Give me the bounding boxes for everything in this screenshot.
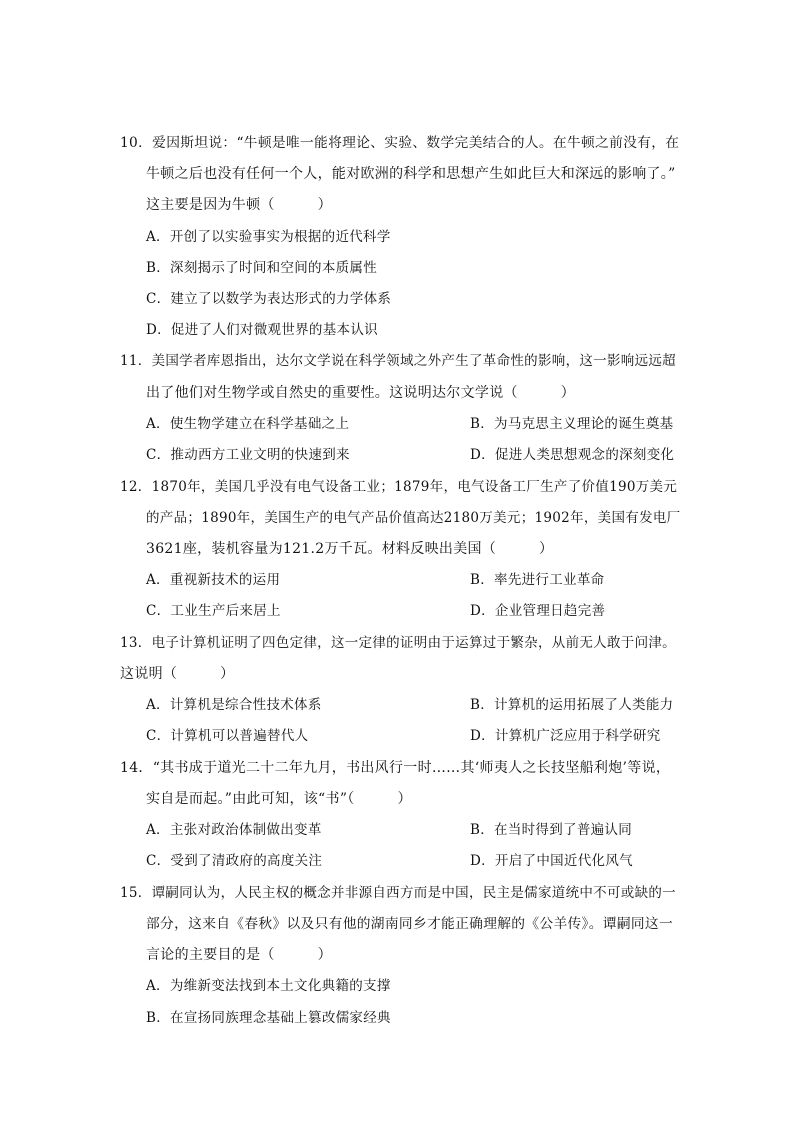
question-13-line-2: 这说明（ ）: [120, 666, 235, 682]
question-11-line-1: 11．美国学者库恩指出，达尔文学说在科学领域之外产生了革命性的影响，这一影响远远超: [120, 353, 676, 369]
question-13-option-d: D．计算机广泛应用于科学研究: [470, 728, 661, 744]
question-10-option-c: C．建立了以数学为表达形式的力学体系: [146, 291, 392, 307]
question-10-line-2: 牛顿之后也没有任何一个人，能对欧洲的科学和思想产生如此巨大和深远的影响了。”: [146, 166, 676, 182]
question-14-line-2: 实自是而起。”由此可知，该“书”（ ）: [146, 791, 412, 807]
question-12-option-a: A．重视新技术的运用: [146, 572, 281, 588]
question-15-line-1: 15．谭嗣同认为，人民主权的概念并非源自西方而是中国，民主是儒家道统中不可或缺的一: [120, 885, 676, 901]
question-11-line-2: 出了他们对生物学或自然史的重要性。这说明达尔文学说（ ）: [146, 385, 575, 401]
question-14-option-a: A．主张对政治体制做出变革: [146, 822, 322, 838]
question-13-line-1: 13．电子计算机证明了四色定律，这一定律的证明由于运算过于繁杂，从前无人敢于问津。: [120, 635, 676, 651]
question-15-option-b: B．在宣扬同族理念基础上篡改儒家经典: [146, 1010, 391, 1026]
question-13-option-a: A．计算机是综合性技术体系: [146, 697, 322, 713]
question-13-option-c: C．计算机可以普遍替代人: [146, 728, 309, 744]
question-10-option-b: B．深刻揭示了时间和空间的本质属性: [146, 260, 378, 276]
question-12-line-1: 12．1870年，美国几乎没有电气设备工业；1879年，电气设备工厂生产了价值190万美元: [120, 479, 678, 495]
question-10-line-3: 这主要是因为牛顿（ ）: [146, 197, 332, 213]
question-15-line-2: 部分，这来自《春秋》以及只有他的湖南同乡才能正确理解的《公羊传》。谭嗣同这一: [146, 916, 674, 932]
question-12-option-c: C．工业生产后来居上: [146, 603, 281, 619]
question-11-option-a: A．使生物学建立在科学基础之上: [146, 416, 350, 432]
question-11-option-d: D．促进人类思想观念的深刻变化: [470, 447, 675, 463]
question-10-option-a: A．开创了以实验事实为根据的近代科学: [146, 229, 391, 245]
question-12-line-3: 3621座，装机容量为121.2万千瓦。材料反映出美国（ ）: [146, 541, 554, 557]
question-14-option-d: D．开启了中国近代化风气: [470, 853, 633, 869]
question-14-line-1: 14．“其书成于道光二十二年九月，书出风行一时……其‘师夷人之长技坚船利炮’等说，: [120, 760, 671, 776]
question-11-option-c: C．推动西方工业文明的快速到来: [146, 447, 350, 463]
question-12-option-b: B．率先进行工业革命: [470, 572, 605, 588]
question-12-line-2: 的产品；1890年，美国生产的电气产品价值高达2180万美元；1902年，美国有发电厂: [146, 510, 681, 526]
question-10-option-d: D．促进了人们对微观世界的基本认识: [146, 322, 378, 338]
question-12-option-d: D．企业管理日趋完善: [470, 603, 606, 619]
question-10-line-1: 10．爱因斯坦说：“牛顿是唯一能将理论、实验、数学完美结合的人。在牛顿之前没有，在: [120, 135, 680, 151]
question-15-line-3: 言论的主要目的是（ ）: [146, 947, 332, 963]
question-14-option-b: B．在当时得到了普遍认同: [470, 822, 633, 838]
question-11-option-b: B．为马克思主义理论的诞生奠基: [470, 416, 674, 432]
question-13-option-b: B．计算机的运用拓展了人类能力: [470, 697, 674, 713]
question-14-option-c: C．受到了清政府的高度关注: [146, 853, 323, 869]
question-15-option-a: A．为维新变法找到本土文化典籍的支撑: [146, 978, 391, 994]
